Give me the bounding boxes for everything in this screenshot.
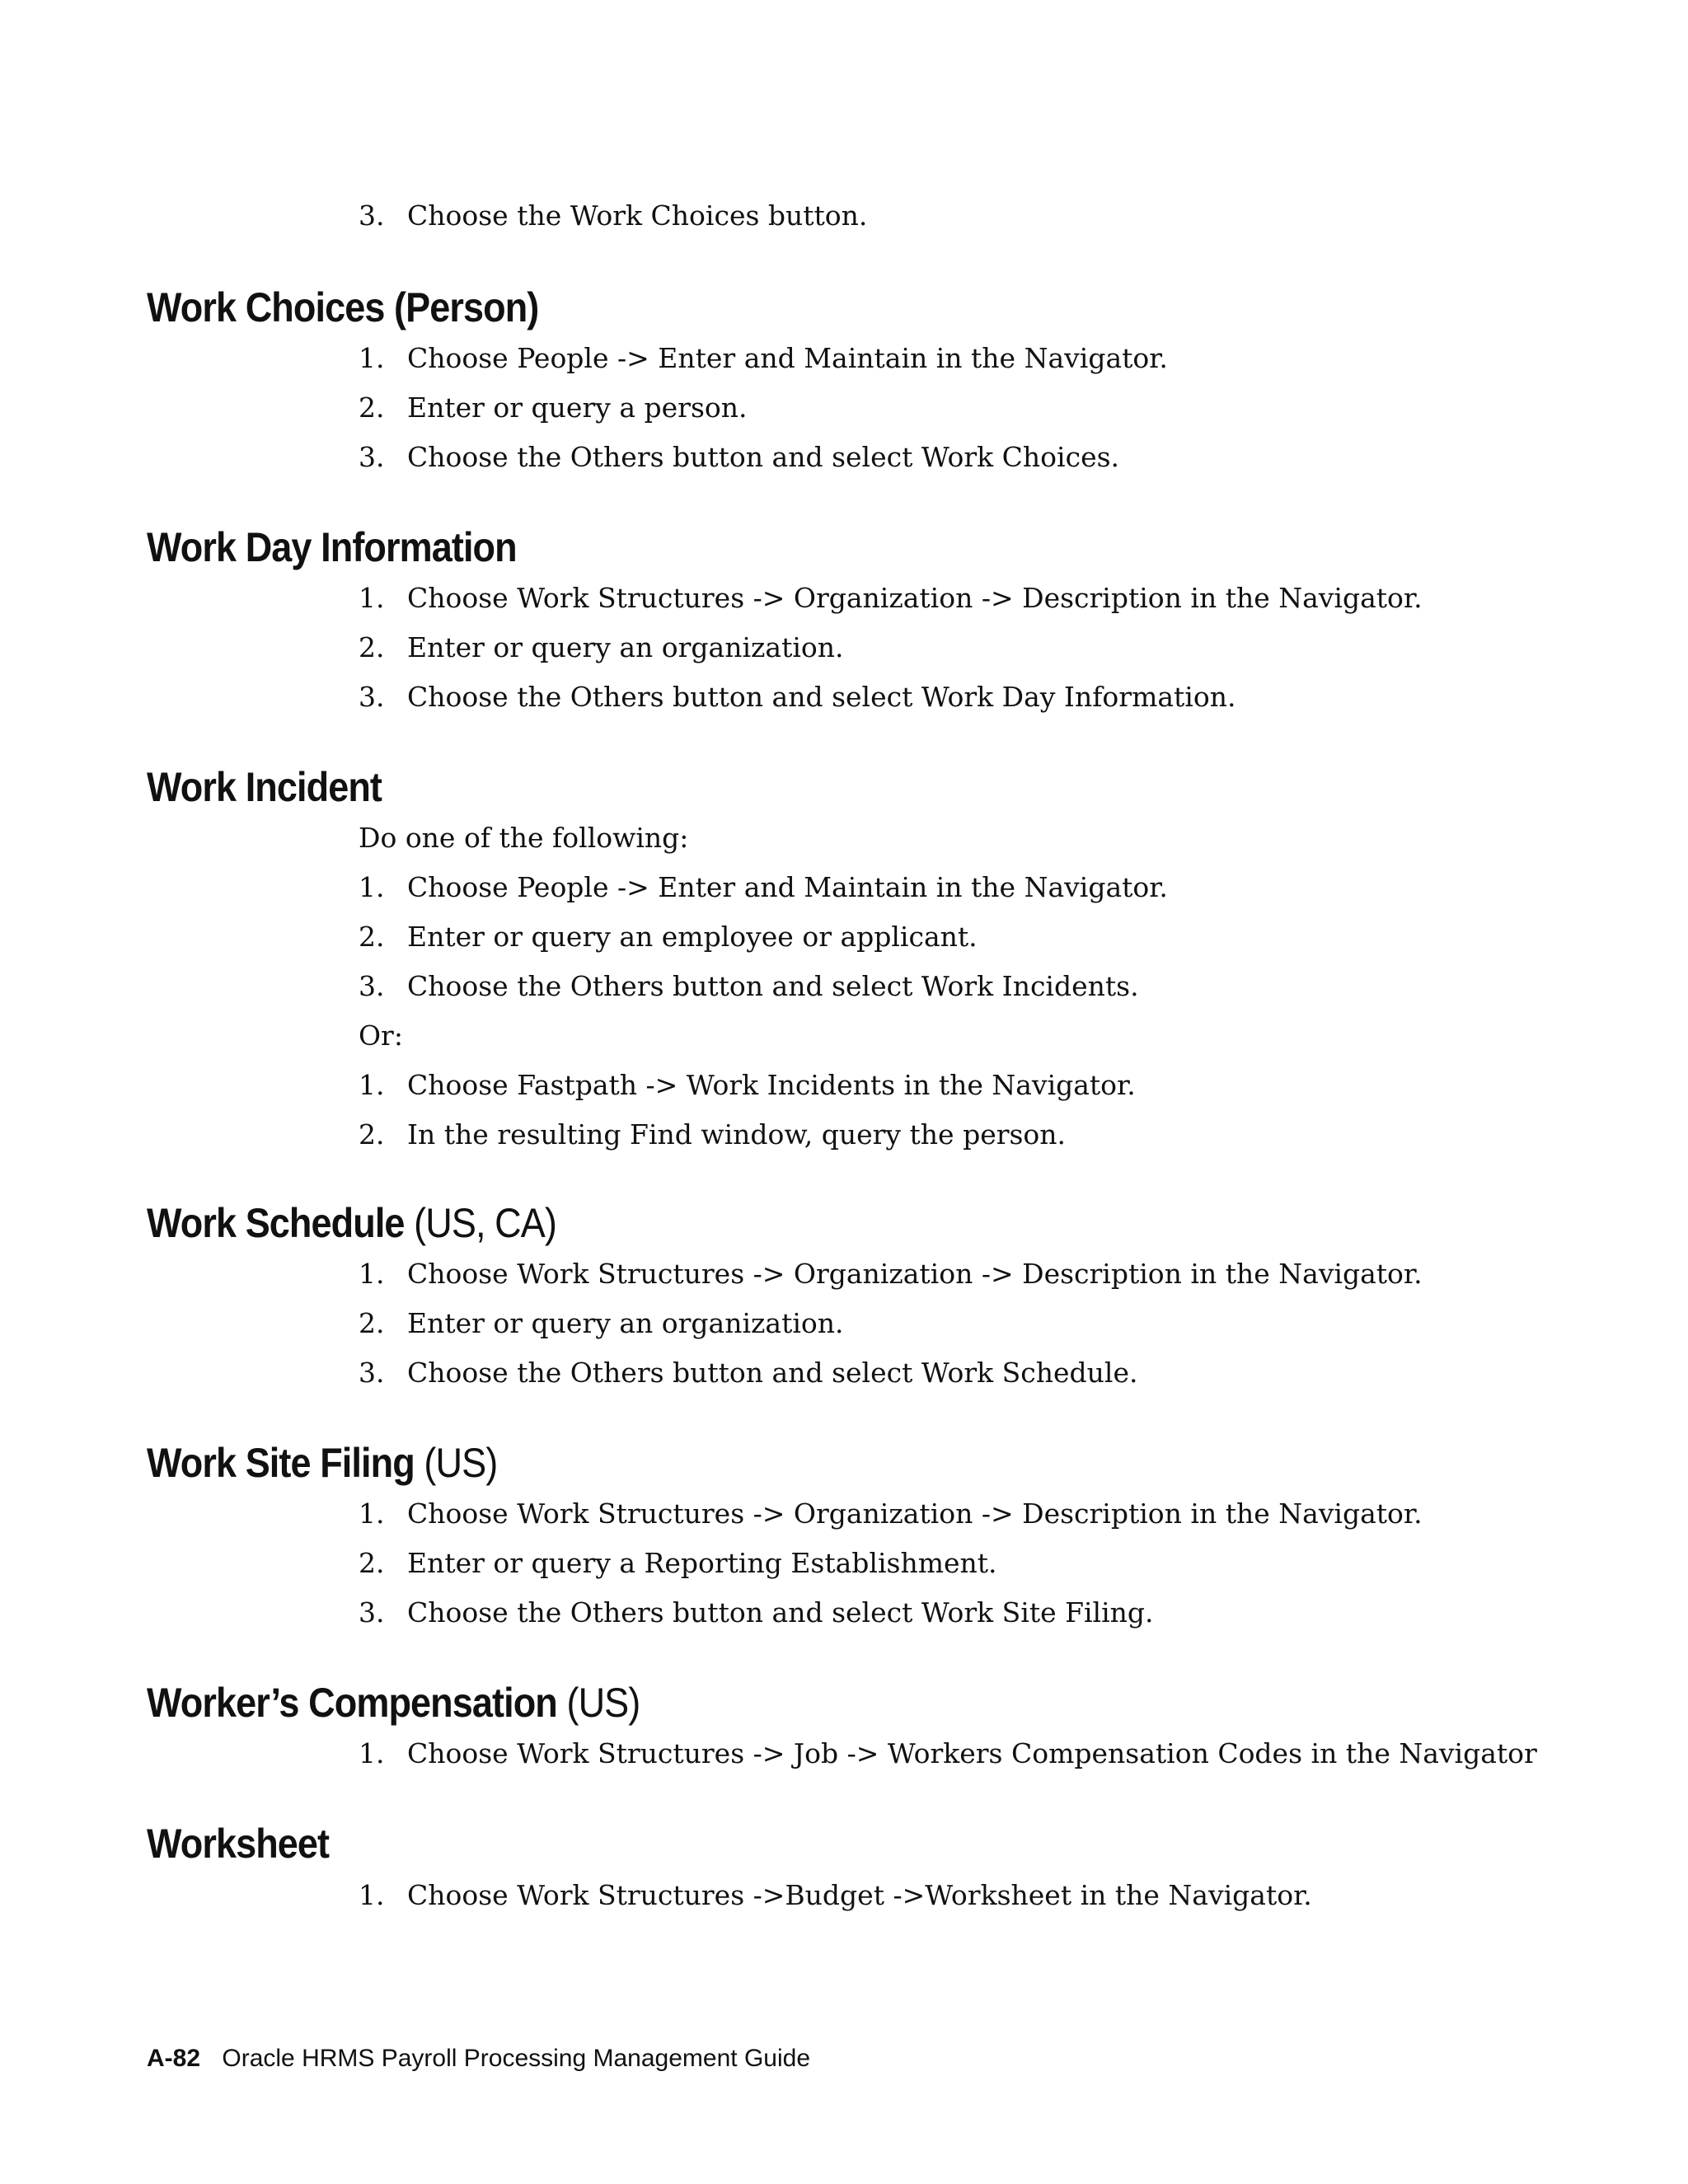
section-heading-work-schedule bbox=[147, 1198, 556, 1248]
section-heading-work-site-filing bbox=[147, 1438, 497, 1488]
step-text: Enter or query a person. bbox=[407, 391, 748, 424]
step-text: Choose the Others button and select Work Incidents. bbox=[407, 970, 1139, 1002]
heading-title: Work Day Information bbox=[147, 524, 517, 570]
step-text: Enter or query a Reporting Establishment. bbox=[407, 1547, 997, 1579]
step-number: 2. bbox=[359, 391, 385, 424]
step-number: 3. bbox=[359, 1357, 385, 1389]
step-text: Choose the Work Choices button. bbox=[407, 199, 868, 232]
heading-title: Work Incident bbox=[147, 764, 382, 810]
step-text: Enter or query an employee or applicant. bbox=[407, 921, 978, 953]
heading-title: Work Schedule bbox=[147, 1200, 405, 1246]
step-text: Choose Work Structures -> Job -> Workers Compensation Codes in the Navigator bbox=[407, 1737, 1537, 1769]
step-number: 2. bbox=[359, 1118, 385, 1151]
section-intro: Do one of the following: bbox=[359, 822, 689, 854]
step-number: 3. bbox=[359, 199, 385, 232]
step-text: Choose the Others button and select Work Day Information. bbox=[407, 681, 1236, 713]
heading-qualifier: (US, CA) bbox=[414, 1200, 556, 1246]
heading-title: Work Site Filing bbox=[147, 1440, 415, 1486]
step-number: 1. bbox=[359, 1879, 385, 1911]
step-text: Enter or query an organization. bbox=[407, 1307, 844, 1339]
step-text: Choose Work Structures -> Organization -> Description in the Navigator. bbox=[407, 1258, 1423, 1290]
step-number: 1. bbox=[359, 1069, 385, 1101]
step-number: 3. bbox=[359, 970, 385, 1002]
heading-title: Work Choices (Person) bbox=[147, 284, 539, 330]
step-number: 1. bbox=[359, 582, 385, 614]
step-number: 3. bbox=[359, 681, 385, 713]
book-title: Oracle HRMS Payroll Processing Management Guide bbox=[222, 2045, 811, 2072]
section-heading-work-day-information bbox=[147, 523, 517, 572]
step-text: Choose Work Structures -> Organization -> Description in the Navigator. bbox=[407, 582, 1423, 614]
step-text: Choose People -> Enter and Maintain in the Navigator. bbox=[407, 342, 1168, 374]
heading-qualifier: (US) bbox=[424, 1440, 498, 1486]
page-footer bbox=[147, 2042, 810, 2075]
heading-qualifier: (US) bbox=[566, 1680, 640, 1726]
step-number: 3. bbox=[359, 441, 385, 473]
page-number: A-82 bbox=[147, 2045, 201, 2072]
step-text: Choose Fastpath -> Work Incidents in the Navigator. bbox=[407, 1069, 1136, 1101]
step-number: 2. bbox=[359, 921, 385, 953]
step-number: 2. bbox=[359, 1307, 385, 1339]
section-heading-worksheet bbox=[147, 1819, 329, 1868]
step-text: In the resulting Find window, query the person. bbox=[407, 1118, 1067, 1151]
step-number: 2. bbox=[359, 1547, 385, 1579]
step-number: 1. bbox=[359, 342, 385, 374]
section-heading-work-choices bbox=[147, 283, 538, 332]
step-number: 3. bbox=[359, 1596, 385, 1629]
step-text: Choose the Others button and select Work Schedule. bbox=[407, 1357, 1138, 1389]
step-text: Choose the Others button and select Work Site Filing. bbox=[407, 1596, 1154, 1629]
step-number: 2. bbox=[359, 631, 385, 663]
step-text: Choose the Others button and select Work Choices. bbox=[407, 441, 1120, 473]
heading-title: Worker’s Compensation bbox=[147, 1680, 557, 1726]
step-text: Choose Work Structures -> Organization -> Description in the Navigator. bbox=[407, 1497, 1423, 1530]
step-number: 1. bbox=[359, 1737, 385, 1769]
step-text: Choose Work Structures ->Budget ->Worksheet in the Navigator. bbox=[407, 1879, 1312, 1911]
heading-title: Worksheet bbox=[147, 1821, 330, 1867]
step-number: 1. bbox=[359, 1258, 385, 1290]
or-label: Or: bbox=[359, 1019, 403, 1052]
section-heading-workers-compensation bbox=[147, 1678, 640, 1727]
section-heading-work-incident bbox=[147, 762, 382, 812]
step-number: 1. bbox=[359, 871, 385, 903]
step-text: Choose People -> Enter and Maintain in the Navigator. bbox=[407, 871, 1168, 903]
step-number: 1. bbox=[359, 1497, 385, 1530]
step-text: Enter or query an organization. bbox=[407, 631, 844, 663]
